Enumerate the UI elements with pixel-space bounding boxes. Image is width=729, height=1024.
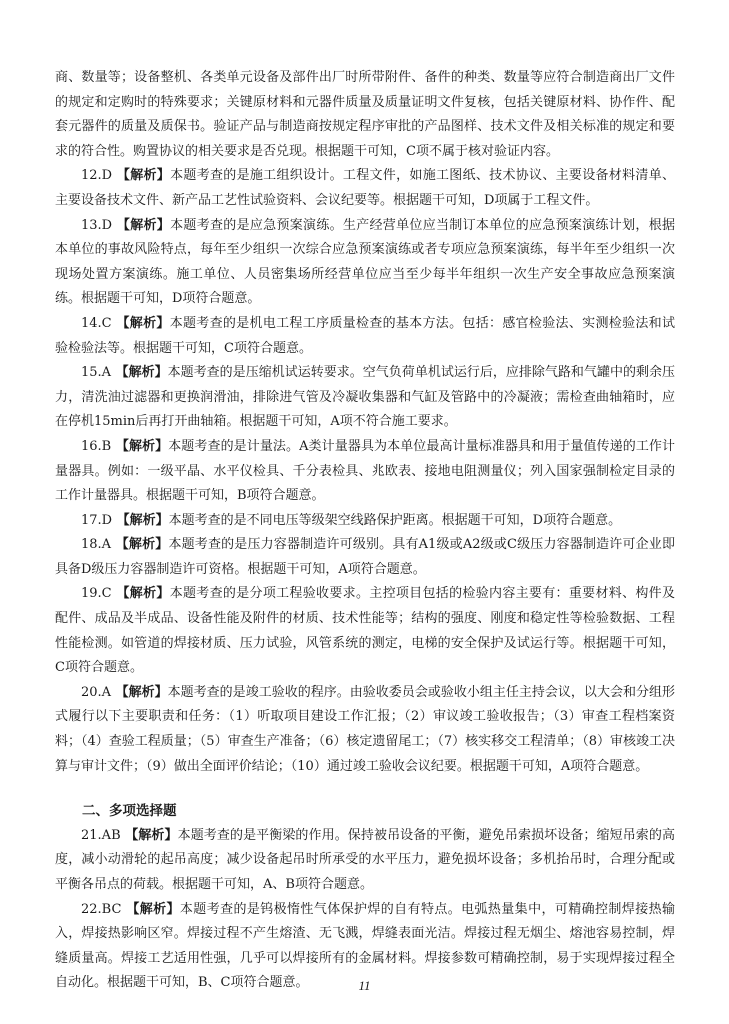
answer-text: 本题考查的是竣工验收的程序。由验收委员会或验收小组主任主持会议，以大会和分组形式履行以下主要职责和任务：（1）听取项目建设工作汇报；（2）审议竣工验收报告；（3）审查工程档案资料；（4）查验工程质量；（5）审查生产准备；（6）核定遗留尾工；（7）核实移交工程清单；（8）审核竣工决算与审计文件；（9）做出全面评价结论；（10）通过竣工验收会议纪要。根据题干可知，A项符合题意。 (55, 684, 675, 774)
analysis-label: 【解析】 (111, 438, 169, 454)
answer-number: 12.D (81, 168, 113, 184)
answer-number: 13.D (81, 217, 113, 233)
page-number: 11 (358, 978, 371, 993)
single-choice-answers (55, 164, 675, 779)
answer-number: 20.A (81, 684, 112, 700)
answer-text: 本题考查的是计量法。A类计量器具为本单位最高计量标准器具和用于量值传递的工作计量器具。例如：一级平晶、水平仪检具、千分表检具、兆欧表、接地电阻测量仪；列入国家强制检定目录的工作计量器具。根据题干可知，B项符合题意。 (55, 438, 676, 504)
answer-paragraph (55, 214, 675, 312)
answer-number: 16.B (81, 438, 112, 454)
analysis-label: 【解析】 (111, 586, 170, 602)
continuation-paragraph: 商、数量等；设备整机、各类单元设备及部件出厂时所带附件、备件的种类、数量等应符合制造商出厂文件的规定和定购时的特殊要求；关键原材料和元器件质量及质量证明文件复核，包括关键原材料、协作件、配套元器件的质量及质保书。验证产品与制造商按规定程序审批的产品图样、技术文件及相关标准的规定和要求的符合性。购置协议的相关要求是否兑现。根据题干可知，C项不属于核对验证内容。 (55, 70, 675, 159)
answer-text: 本题考查的是不同电压等级架空线路保护距离。根据题干可知，D项符合题意。 (168, 512, 622, 528)
answer-number: 18.A (81, 537, 112, 553)
answer-number: 14.C (81, 315, 112, 331)
answer-text: 本题考查的是应急预案演练。生产经营单位应当制订本单位的应急预案演练计划，根据本单位的事故风险特点，每年至少组织一次综合应急预案演练或者专项应急预案演练，每半年至少组织一次现场处置方案演练。施工单位、人员密集场所经营单位应当至少每半年组织一次生产安全事故应急预案演练。根据题干可知，D项符合题意。 (55, 217, 675, 307)
answer-number: 17.D (81, 512, 113, 528)
analysis-label: 【解析】 (112, 168, 171, 184)
answer-text: 本题考查的是压力容器制造许可级别。具有A1级或A2级或C级压力容器制造许可企业即具备D级压力容器制造许可资格。根据题干可知，A项符合题意。 (55, 537, 675, 577)
answer-paragraph (55, 533, 675, 582)
answer-text: 本题考查的是压缩机试运转要求。空气负荷单机试运行后，应排除气路和气罐中的剩余压力，清洗油过滤器和更换润滑油，排除进气管及冷凝收集器和气缸及管路中的冷凝液；需检查曲轴箱时，应在停机15min后再打开曲轴箱。根据题干可知，A项不符合施工要求。 (55, 365, 675, 430)
answer-text: 本题考查的是钨极惰性气体保护焊的自有特点。电弧热量集中，可精确控制焊接热输入，焊接热影响区窄。焊接过程不产生熔渣、无飞溅，焊缝表面光洁。焊接过程无烟尘、熔池容易控制，焊缝质量高。焊接工艺适用性强，几乎可以焊接所有的金属材料。焊接参数可精确控制，易于实现焊接过程全自动化。根据题干可知，B、C项符合题意。 (55, 901, 675, 991)
answer-text: 本题考查的是施工组织设计。工程文件，如施工图纸、技术协议、主要设备材料清单、主要设备技术文件、新产品工艺性试验资料、会议纪要等。根据题干可知，D项属于工程文件。 (55, 168, 675, 208)
answer-paragraph (55, 681, 675, 779)
analysis-label: 【解析】 (112, 217, 171, 233)
answer-number: 19.C (81, 586, 112, 602)
analysis-label: 【解析】 (120, 827, 178, 843)
answer-paragraph (55, 312, 675, 361)
analysis-label: 【解析】 (111, 315, 170, 331)
multi-choice-answers (55, 824, 675, 996)
answer-text: 本题考查的是平衡梁的作用。保持被吊设备的平衡，避免吊索损坏设备；缩短吊索的高度，减小动滑轮的起吊高度；减少设备起吊时所承受的水平压力，避免损坏设备；多机抬吊时，合理分配或平衡各吊点的荷载。根据题干可知，A、B项符合题意。 (55, 827, 675, 892)
answer-paragraph (55, 824, 675, 898)
answer-number: 22.BC (81, 901, 122, 917)
answer-text: 本题考查的是分项工程验收要求。主控项目包括的检验内容主要有：重要材料、构件及配件、成品及半成品、设备性能及附件的材质、技术性能等；结构的强度、刚度和稳定性等检验数据、工程性能检测。如管道的焊接材质、压力试验，风管系统的测定，电梯的安全保护及试运行等。根据题干可知，C项符合题意。 (55, 586, 675, 676)
analysis-label: 【解析】 (111, 684, 168, 700)
section-title: 二、多项选择题 (82, 803, 177, 820)
analysis-label: 【解析】 (112, 512, 169, 528)
answer-number: 21.AB (81, 827, 121, 843)
answer-paragraph (55, 435, 675, 509)
answer-paragraph (55, 361, 675, 435)
answer-paragraph (55, 164, 675, 213)
answer-paragraph (55, 509, 675, 534)
page-content (55, 66, 675, 996)
analysis-label: 【解析】 (111, 365, 168, 381)
answer-paragraph (55, 582, 675, 680)
analysis-label: 【解析】 (111, 537, 169, 553)
answer-number: 15.A (81, 365, 112, 381)
answer-text: 本题考查的是机电工程工序质量检查的基本方法。包括：感官检验法、实测检验法和试验检验法等。根据题干可知，C项符合题意。 (55, 315, 675, 356)
analysis-label: 【解析】 (121, 901, 180, 917)
